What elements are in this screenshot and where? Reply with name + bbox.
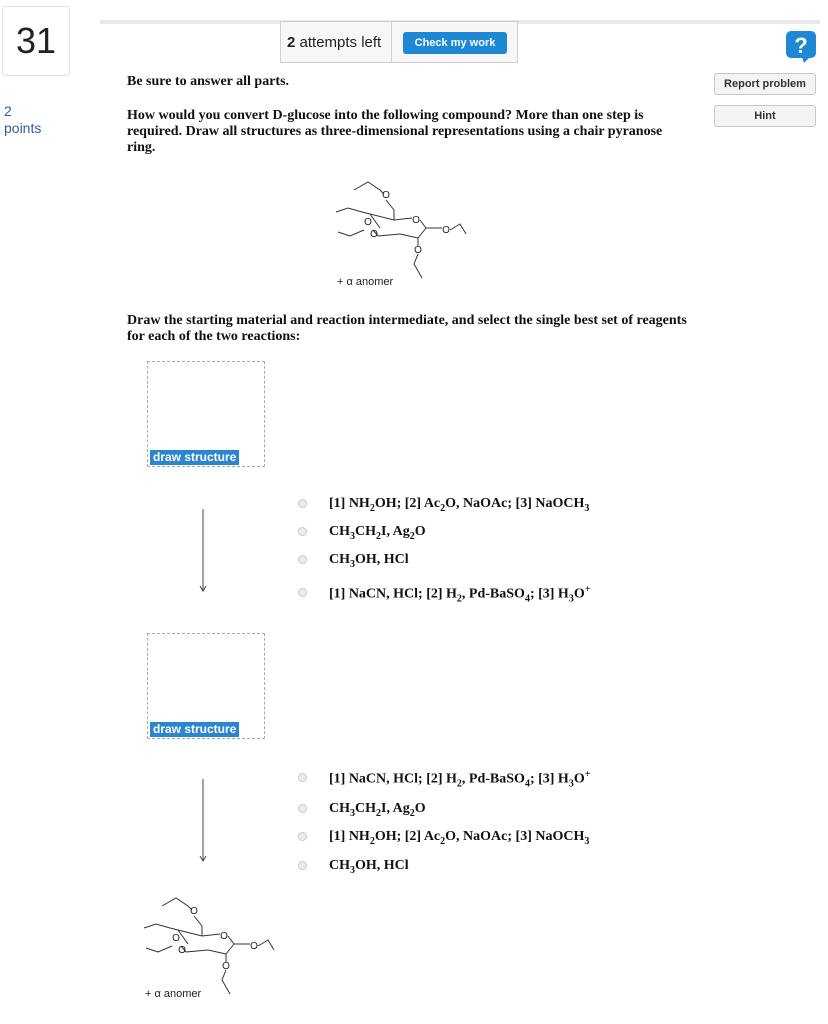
reagent-label: $CH_3OH$, HCl xyxy=(329,552,409,570)
oxygen-label: O xyxy=(220,931,228,942)
product-molecule-structure xyxy=(126,884,276,996)
oxygen-label: O xyxy=(382,190,390,201)
draw-structure-button[interactable]: draw structure xyxy=(150,450,239,465)
reagent-label: $CH_3CH_2I$, $Ag_2O$ xyxy=(329,524,426,542)
radio-button[interactable] xyxy=(298,861,307,870)
attempts-suffix: attempts left xyxy=(295,34,382,51)
radio-button[interactable] xyxy=(298,832,307,841)
oxygen-label: O xyxy=(250,941,258,952)
oxygen-label: O xyxy=(364,217,372,228)
oxygen-label: O xyxy=(222,961,230,972)
reagent-option[interactable] xyxy=(298,856,409,878)
oxygen-label: O xyxy=(190,906,198,917)
reagent-option[interactable] xyxy=(298,583,590,605)
oxygen-label: O xyxy=(442,225,450,236)
radio-button[interactable] xyxy=(298,527,307,536)
help-icon[interactable] xyxy=(784,30,818,64)
radio-button[interactable] xyxy=(298,588,307,597)
reaction-arrow-2 xyxy=(197,779,209,863)
reagent-option[interactable] xyxy=(298,522,426,544)
attempts-count: 2 xyxy=(287,34,296,51)
question-number: 31 xyxy=(2,6,70,76)
draw-structure-button[interactable]: draw structure xyxy=(150,722,239,737)
reagent-option[interactable] xyxy=(298,827,589,849)
radio-button[interactable] xyxy=(298,499,307,508)
reagent-label: $CH_3CH_2I$, $Ag_2O$ xyxy=(329,801,426,819)
reagent-label: [1] $NH_2OH$; [2] $Ac_2O$, NaOAc; [3] NaOCH$_3$ xyxy=(329,829,590,847)
oxygen-label: O xyxy=(172,933,180,944)
report-problem-button[interactable]: Report problem xyxy=(714,73,816,95)
radio-button[interactable] xyxy=(298,773,307,782)
oxygen-label: O xyxy=(412,215,420,226)
check-my-work-button[interactable]: Check my work xyxy=(403,32,507,54)
instructions-text: Draw the starting material and reaction intermediate, and select the single best set of reagents for each of the two reactions: xyxy=(127,313,687,344)
anomer-label: + α anomer xyxy=(145,988,202,1000)
points-label: points xyxy=(4,120,42,136)
toolbar-divider xyxy=(391,22,392,62)
attempts-toolbar xyxy=(280,21,518,63)
anomer-label: + α anomer xyxy=(337,276,394,288)
radio-button[interactable] xyxy=(298,804,307,813)
radio-button[interactable] xyxy=(298,555,307,564)
oxygen-label: O xyxy=(414,245,422,256)
hint-button[interactable]: Hint xyxy=(714,105,816,127)
reagent-label: [1] $NH_2OH$; [2] $Ac_2O$, NaOAc; [3] NaOCH$_3$ xyxy=(329,496,590,514)
reaction-arrow-1 xyxy=(197,509,209,593)
question-text: How would you convert D-glucose into the following compound? More than one step is required. Draw all structures as three-dimensional representations using a chair pyranose ring. xyxy=(127,108,663,155)
intro-text: Be sure to answer all parts. xyxy=(127,74,290,89)
reagent-option[interactable] xyxy=(298,768,590,790)
starting-material-drawbox[interactable] xyxy=(147,361,265,467)
reagent-option[interactable] xyxy=(298,550,409,572)
help-glyph: ? xyxy=(794,33,808,58)
points-value: 2 xyxy=(4,103,12,119)
reagent-option[interactable] xyxy=(298,494,589,516)
reagent-label: [1] NaCN, HCl; [2] $H_2$, Pd-BaSO$_4$; [3] $H_3O^+$ xyxy=(329,583,591,605)
oxygen-label: O xyxy=(370,229,378,240)
reagent-option[interactable] xyxy=(298,799,426,821)
target-molecule-structure xyxy=(318,168,468,280)
reagent-label: $CH_3OH$, HCl xyxy=(329,858,409,876)
attempts-left xyxy=(287,34,381,51)
reagent-label: [1] NaCN, HCl; [2] $H_2$, Pd-BaSO$_4$; [3] $H_3O^+$ xyxy=(329,768,591,790)
intermediate-drawbox[interactable] xyxy=(147,633,265,739)
oxygen-label: O xyxy=(178,945,186,956)
